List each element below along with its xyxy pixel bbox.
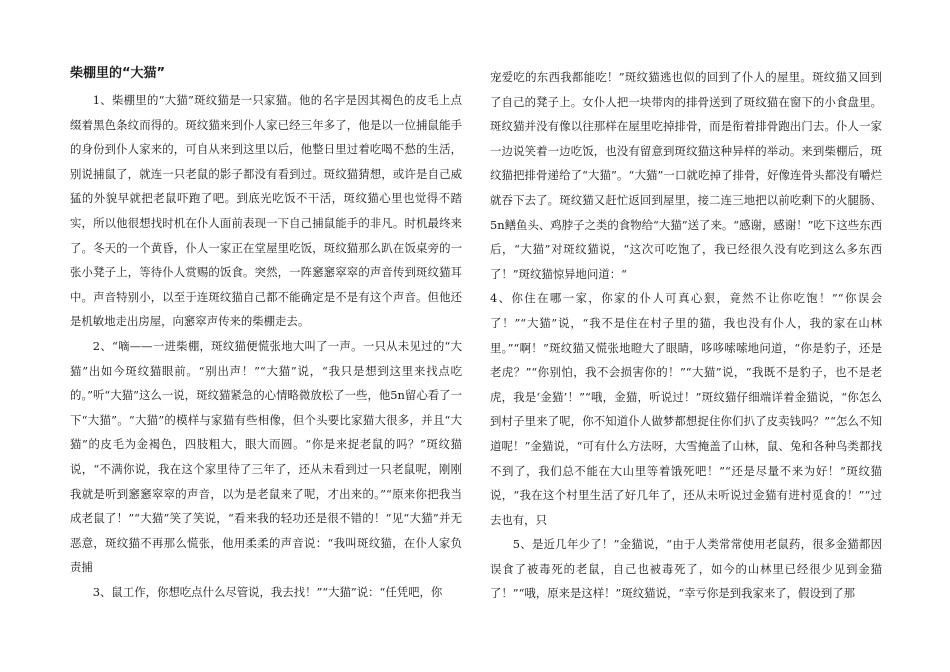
- document-title: 柴棚里的“大猫”: [70, 66, 166, 81]
- paragraph-2: 2、“嘀——一进柴棚，斑纹猫便慌张地大叫了一声。一只从未见过的“大猫”出如今斑纹猫眼前。“别出声！”“大猫”说，“我只是想到这里来找点吃的。”听“大猫”这么一说，斑纹猫紧急的心情略微放松了一些，他5n留心看了一下“大猫”。“大猫”的模样与家猫有些相像，但个头要比家猫大很多，并且“大猫”的皮毛为金褐色，四肢粗大，眼大而圆。“你是来捉老鼠的吗？”斑纹猫说，“不满你说，我在这个家里待了三年了，还从未看到过一只老鼠呢，刚刚我就是听到窸窸窣窣的声音，以为是老鼠来了呢，才出来的。”“原来你把我当成老鼠了！”“大猫”笑了笑说，“看来我的轻功还是很不错的！”见“大猫”并无恶意，斑纹猫不再那么慌张，他用柔柔的声音说：“我叫斑纹猫，在仆人家负责捕: [70, 338, 462, 575]
- paragraph-1: 1、柴棚里的“大猫”斑纹猫是一只家猫。他的名字是因其褐色的皮毛上点缀着黑色条纹而得的。斑纹猫来到仆人家已经三年多了，他是以一位捕鼠能手的身份到仆人家来的，可自从来到这里以后，他整日里过着吃喝不愁的生活，别说捕鼠了，就连一只老鼠的影子都没有看到过。斑纹猫猜想，或许是自己威猛的外貌早就把老鼠吓跑了吧。到底光吃饭不干活，斑纹猫心里也觉得不踏实，所以他很想找时机在仆人面前表现一下自己捕鼠能手的非凡。时机最终来了。冬天的一个黄昏，仆人一家正在堂屋里吃饭，斑纹猫那么趴在饭桌旁的一张小凳子上，等待仆人赏赐的饭食。突然，一阵窸窸窣窣的声音传到斑纹猫耳中。声音特别小，以至于连斑纹猫自己都不能确定是不是有这个声音。但他还是机敏地走出房屋，向窸窣声传来的柴棚走去。: [70, 93, 462, 329]
- paragraph-3-continued: 宠爱吃的东西我都能吃！”斑纹猫逃也似的回到了仆人的屋里。斑纹猫又回到了自己的凳子上。女仆人把一块带肉的排骨送到了斑纹猫在窗下的小食盘里。斑纹猫并没有像以往那样在屋里吃掉排骨，而是衔着排骨跑出门去。仆人一家一边说笑着一边吃饭，也没有留意到斑纹猫这种异样的举动。来到柴棚后，斑纹猫把排骨递给了“大猫”。“大猫”一口就吃掉了排骨，好像连骨头都没有嚼烂就吞下去了。斑纹猫又赶忙返回到屋里，接二连三地把以前吃剩下的火腿肠、5n鳝鱼头、鸡脖子之类的食物给“大猫”送了来。“感谢，感谢！”吃下这些东西后，“大猫”对斑纹猫说，“这次可吃饱了，我已经很久没有吃到这么多东西了！”斑纹猫惊异地问道：“: [490, 70, 882, 281]
- paragraph-3-start: 3、鼠工作，你想吃点什么尽管说，我去找！”“大猫”说：“任凭吧，你: [92, 584, 443, 599]
- paragraph-5: 5、是近几年少了！”金猫说，“由于人类常常使用老鼠药，很多金猫都因误食了被毒死的老鼠，自己也被毒死了，如今的山林里已经很少见到金猫了！”“哦，原来是这样！”斑纹猫说，“幸亏你是到我家来了，假设到了那: [490, 537, 882, 601]
- left-column: [70, 62, 462, 604]
- paragraph-4: 4、你住在哪一家，你家的仆人可真心狠，竟然不让你吃饱！”“你误会了！”“大猫”说，“我不是住在村子里的猫，我也没有仆人，我的家在山林里。”“啊！”斑纹猫又慌张地瞪大了眼睛，哆哆嗦嗦地问道，“你是豹子，还是老虎？”“你别怕，我不会损害你的！”“大猫”说，“我既不是豹子，也不是老虎，我是‘金猫’！”“哦，金猫，听说过！”斑纹猫仔细端详着金猫说，“你怎么到村子里来了呢，你不知道仆人做梦都想捉住你们扒了皮卖钱吗？”“怎么不知道呢！”金猫说，“可有什么方法呀，大雪掩盖了山林，鼠、兔和各种鸟类都找不到了，我们总不能在大山里等着饿死吧！”“还是尽量不来为好！”斑纹猫说，“我在这个村里生活了好几年了，还从未听说过金猫有进村觅食的！”“过去也有，只: [490, 291, 882, 527]
- right-column: [490, 65, 882, 606]
